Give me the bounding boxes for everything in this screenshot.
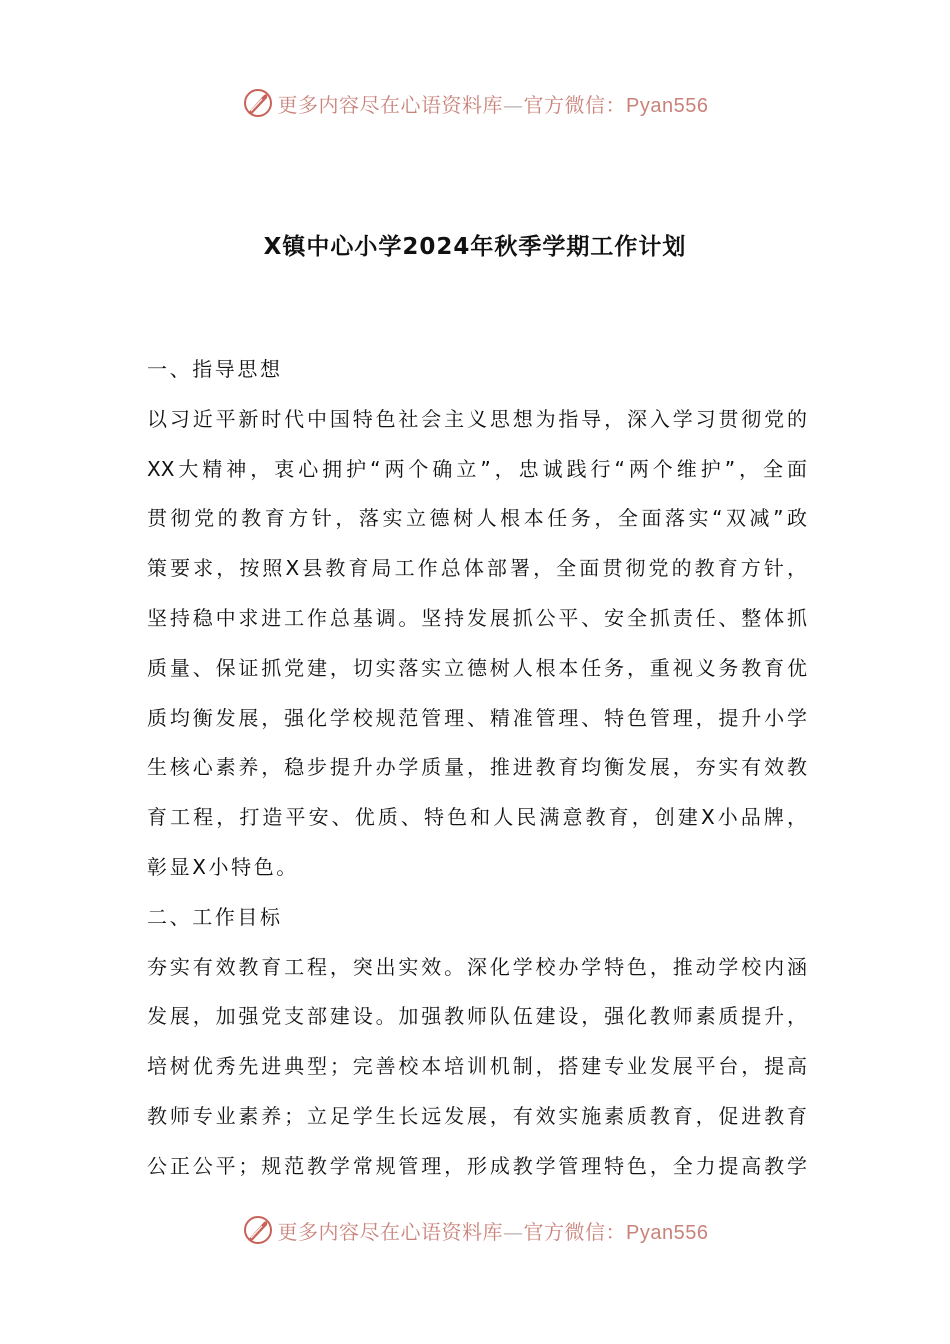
paragraph-line: 教师专业素养；立足学生长远发展，有效实施素质教育，促进教育 <box>147 1103 807 1128</box>
document-title: X镇中心小学2024年秋季学期工作计划 <box>263 234 687 260</box>
paragraph-line: 夯实有效教育工程，突出实效。深化学校办学特色，推动学校内涵 <box>147 954 807 979</box>
watermark-text: 更多内容尽在心语资料库—官方微信：Pyan556 <box>277 92 709 117</box>
paragraph-line: 质量、保证抓党建，切实落实立德树人根本任务，重视义务教育优 <box>147 655 807 680</box>
paragraph-line: 生核心素养，稳步提升办学质量，推进教育均衡发展，夯实有效教 <box>147 755 807 780</box>
header-watermark <box>0 83 950 123</box>
quill-logo-icon <box>242 1214 274 1246</box>
paragraph-line: XX大精神，衷心拥护“两个确立”，忠诚践行“两个维护”，全面 <box>147 456 807 481</box>
quill-logo-icon <box>242 87 274 119</box>
paragraph-line: 培树优秀先进典型；完善校本培训机制，搭建专业发展平台，提高 <box>147 1054 807 1079</box>
paragraph-line: 贯彻党的教育方针，落实立德树人根本任务，全面落实“双减”政 <box>147 506 807 531</box>
footer-watermark <box>0 1210 950 1250</box>
paragraph-line: 以习近平新时代中国特色社会主义思想为指导，深入学习贯彻党的 <box>147 406 807 431</box>
section-heading: 一、指导思想 <box>147 357 283 381</box>
paragraph-line: 策要求，按照X县教育局工作总体部署，全面贯彻党的教育方针， <box>147 556 807 581</box>
watermark-text: 更多内容尽在心语资料库—官方微信：Pyan556 <box>277 1219 709 1244</box>
paragraph-line: 发展，加强党支部建设。加强教师队伍建设，强化教师素质提升， <box>147 1004 807 1029</box>
document-body <box>147 345 807 1192</box>
paragraph-line: 质均衡发展，强化学校规范管理、精准管理、特色管理，提升小学 <box>147 705 807 730</box>
paragraph-line: 育工程，打造平安、优质、特色和人民满意教育，创建X小品牌， <box>147 805 807 830</box>
paragraph-line: 坚持稳中求进工作总基调。坚持发展抓公平、安全抓责任、整体抓 <box>147 605 807 630</box>
paragraph-line: 公正公平；规范教学常规管理，形成教学管理特色，全力提高教学 <box>147 1153 807 1178</box>
paragraph-line: 彰显X小特色。 <box>147 854 299 879</box>
section-heading: 二、工作目标 <box>147 904 283 929</box>
